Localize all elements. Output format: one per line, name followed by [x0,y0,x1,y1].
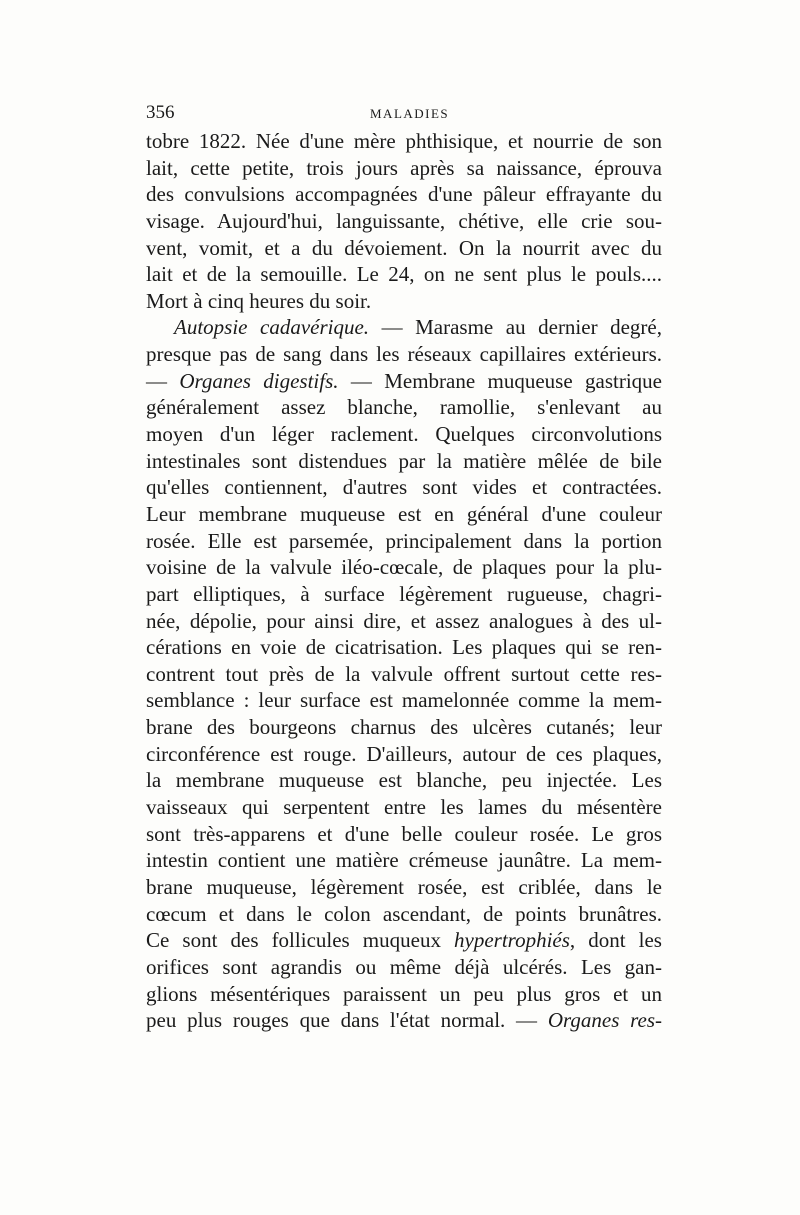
text-segment: cérations en voie de cicatrisation. Les plaques qui se ren- [146,635,662,660]
text-segment: lait et de la semouille. Le 24, on ne sent plus le pouls.... [146,262,662,287]
text-segment: la membrane muqueuse est blanche, peu injectée. Les [146,768,662,793]
text-line [146,528,662,555]
text-segment: intestinales sont distendues par la matière mêlée de bile [146,448,662,473]
text-line [146,554,662,581]
text-segment: née, dépolie, pour ainsi dire, et assez analogues à des ul- [146,608,662,633]
text-line [146,448,662,475]
text-line [146,714,662,741]
text-line [146,314,662,341]
text-line [146,741,662,768]
text-segment: intestin contient une matière crémeuse jaunâtre. La mem- [146,848,662,873]
text-segment: qu'elles contiennent, d'autres sont vides et contractées. [146,475,662,500]
text-line [146,608,662,635]
text-line [146,501,662,528]
text-line [146,954,662,981]
text-segment: presque pas de sang dans les réseaux capillaires extérieurs. [146,342,662,367]
text-segment: tobre 1822. Née d'une mère phthisique, et nourrie de son [146,129,662,153]
text-line [146,901,662,928]
text-segment: brane muqueuse, légèrement rosée, est criblée, dans le [146,874,662,899]
text-line [146,341,662,368]
text-segment: — Membrane muqueuse gastrique [338,368,662,393]
text-segment: des convulsions accompagnées d'une pâleur effrayante du [146,182,662,207]
text-segment: circonférence est rouge. D'ailleurs, autour de ces plaques, [146,741,662,766]
text-line [146,661,662,688]
text-line [146,474,662,501]
text-segment: sont très-apparens et d'une belle couleur rosée. Le gros [146,821,662,846]
text-line [146,208,662,235]
text-segment: moyen d'un léger raclement. Quelques circonvolutions [146,422,662,447]
text-segment: , dont les [569,928,662,953]
text-segment: vent, vomit, et a du dévoiement. On la nourrit avec du [146,235,662,260]
text-segment: généralement assez blanche, ramollie, s'enlevant au [146,395,662,420]
text-segment: peu plus rouges que dans l'état normal. — [146,1008,548,1033]
text-line [146,421,662,448]
text-line [146,767,662,794]
text-line [146,927,662,954]
text-line [146,821,662,848]
text-line [146,1007,662,1034]
text-segment: part elliptiques, à surface légèrement rugueuse, chagri- [146,581,662,606]
italic-phrase: hypertrophiés [454,928,570,953]
italic-phrase: Organes res- [547,1008,662,1033]
text-line [146,794,662,821]
text-line [146,155,662,182]
text-line [146,981,662,1008]
running-head: MALADIES [370,106,450,121]
text-segment: vaisseaux qui serpentent entre les lames du mésentère [146,795,662,820]
text-segment: — [146,368,180,393]
text-segment: voisine de la valvule iléo-cœcale, de plaques pour la plu- [146,555,662,580]
text-segment: semblance : leur surface est mamelonnée comme la mem- [146,688,662,713]
text-segment: brane des bourgeons charnus des ulcères cutanés; leur [146,715,662,740]
text-segment: Mort à cinq heures du soir. [146,288,372,313]
text-segment: lait, cette petite, trois jours après sa naissance, éprouva [146,155,662,180]
text-line [146,261,662,288]
text-line [146,235,662,262]
body-text [146,128,662,1034]
text-segment: Leur membrane muqueuse est en général d'une couleur [146,501,662,526]
text-line [146,394,662,421]
page-number: 356 [146,102,175,123]
text-line [146,368,662,395]
text-segment: orifices sont agrandis ou même déjà ulcérés. Les gan- [146,954,662,979]
text-segment: rosée. Elle est parsemée, principalement dans la portion [146,528,662,553]
text-segment: visage. Aujourd'hui, languissante, chétive, elle crie sou- [146,208,662,233]
page-header [146,102,662,126]
text-line [146,874,662,901]
text-line [146,288,662,315]
text-segment: contrent tout près de la valvule offrent surtout cette res- [146,661,662,686]
text-segment: cœcum et dans le colon ascendant, de points brunâtres. [146,901,662,926]
text-line [146,687,662,714]
text-segment: Ce sont des follicules muqueux [146,928,455,953]
text-segment: — Marasme au dernier degré, [369,315,662,340]
italic-phrase: Autopsie cadavérique. [174,315,370,340]
text-line [146,847,662,874]
text-line [146,634,662,661]
text-line [146,128,662,155]
text-line [146,581,662,608]
text-line [146,181,662,208]
text-segment: glions mésentériques paraissent un peu plus gros et un [146,981,662,1006]
italic-phrase: Organes digestifs. [179,368,339,393]
